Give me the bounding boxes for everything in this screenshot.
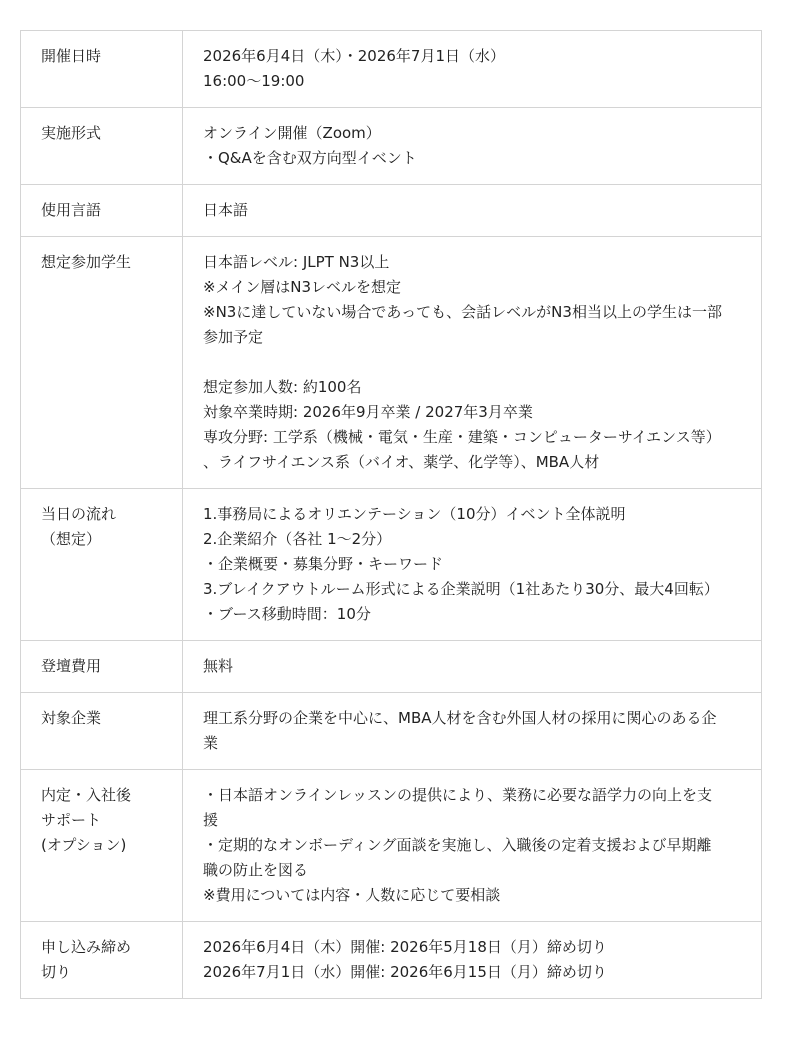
row-value-line: 、ライフサイエンス系（バイオ、薬学、化学等）、MBA人材 [203, 453, 600, 471]
row-label-text: 想定参加学生 [41, 253, 132, 271]
row-value-line: ・企業概要・募集分野・キーワード [203, 555, 444, 573]
row-value-line: ・ブース移動時間：10分 [203, 605, 371, 623]
row-value-line: 2.企業紹介（各社 1〜2分） [203, 530, 392, 548]
row-value-line: 2026年7月1日（水）開催: 2026年6月15日（月）締め切り [203, 963, 607, 981]
row-value-line: 援 [203, 811, 219, 829]
table-row [21, 922, 762, 999]
row-value-line: 想定参加人数: 約100名 [203, 378, 362, 396]
table-row [21, 237, 762, 489]
table-row [21, 770, 762, 922]
table-row [21, 641, 762, 693]
row-value-line: 対象卒業時期: 2026年9月卒業 / 2027年3月卒業 [203, 403, 533, 421]
row-value-cell [183, 489, 762, 641]
row-label-text: 登壇費用 [41, 657, 102, 675]
row-value-line: ・日本語オンラインレッスンの提供により、業務に必要な語学力の向上を支 [203, 786, 713, 804]
table-row [21, 108, 762, 185]
table-row [21, 185, 762, 237]
row-label-cell [21, 489, 183, 641]
row-value-line: ・Q&Aを含む双方向型イベント [203, 149, 417, 167]
row-label-text: 開催日時 [41, 47, 102, 65]
row-label-cell [21, 31, 183, 108]
event-info-container [20, 30, 762, 999]
row-value-cell [183, 31, 762, 108]
row-label-text: 対象企業 [41, 709, 102, 727]
row-value-line: 業 [203, 734, 219, 752]
row-value-line: 専攻分野: 工学系（機械・電気・生産・建築・コンピューターサイエンス等） [203, 428, 721, 446]
event-info-table [20, 30, 762, 999]
row-value-line: 2026年6月4日（木）開催: 2026年5月18日（月）締め切り [203, 938, 607, 956]
row-label-text: 切り [41, 963, 72, 981]
row-label-text: 申し込み締め [41, 938, 132, 956]
row-value-line: 1.事務局によるオリエンテーション（10分）イベント全体説明 [203, 505, 626, 523]
row-label-cell [21, 237, 183, 489]
row-label-text: （想定） [41, 530, 102, 548]
row-value-line: 日本語 [203, 201, 249, 219]
row-label-text: サポート [41, 811, 102, 829]
row-value-line [203, 350, 741, 375]
row-value-cell [183, 108, 762, 185]
row-label-cell [21, 108, 183, 185]
row-value-cell [183, 693, 762, 770]
row-value-line: 理工系分野の企業を中心に、MBA人材を含む外国人材の採用に関心のある企 [203, 709, 717, 727]
row-value-line: ※費用については内容・人数に応じて要相談 [203, 886, 501, 904]
event-info-rows [21, 31, 762, 999]
row-label-text: 当日の流れ [41, 505, 117, 523]
row-value-line: 3.ブレイクアウトルーム形式による企業説明（1社あたり30分、最大4回転） [203, 580, 719, 598]
row-value-line: ※メイン層はN3レベルを想定 [203, 278, 402, 296]
row-label-text: 使用言語 [41, 201, 102, 219]
row-label-cell [21, 770, 183, 922]
row-value-line: 2026年6月4日（木）・2026年7月1日（水） [203, 47, 506, 65]
table-row [21, 489, 762, 641]
table-row [21, 693, 762, 770]
row-value-line: ・定期的なオンボーディング面談を実施し、入職後の定着支援および早期離 [203, 836, 712, 854]
row-value-cell [183, 770, 762, 922]
row-value-line: 職の防止を図る [203, 861, 309, 879]
table-row [21, 31, 762, 108]
row-label-cell [21, 693, 183, 770]
row-value-cell [183, 641, 762, 693]
row-value-cell [183, 185, 762, 237]
row-value-line: 無料 [203, 657, 234, 675]
row-label-text: 実施形式 [41, 124, 102, 142]
row-value-line: ※N3に達していない場合であっても、会話レベルがN3相当以上の学生は一部 [203, 303, 722, 321]
row-label-cell [21, 922, 183, 999]
row-value-line: 参加予定 [203, 328, 264, 346]
row-value-line: オンライン開催（Zoom） [203, 124, 381, 142]
row-value-line: 16:00〜19:00 [203, 72, 305, 90]
row-value-cell [183, 922, 762, 999]
row-label-text: (オプション) [41, 836, 127, 854]
row-value-line: 日本語レベル: JLPT N3以上 [203, 253, 390, 271]
row-label-text: 内定・入社後 [41, 786, 132, 804]
row-value-cell [183, 237, 762, 489]
row-label-cell [21, 641, 183, 693]
row-label-cell [21, 185, 183, 237]
